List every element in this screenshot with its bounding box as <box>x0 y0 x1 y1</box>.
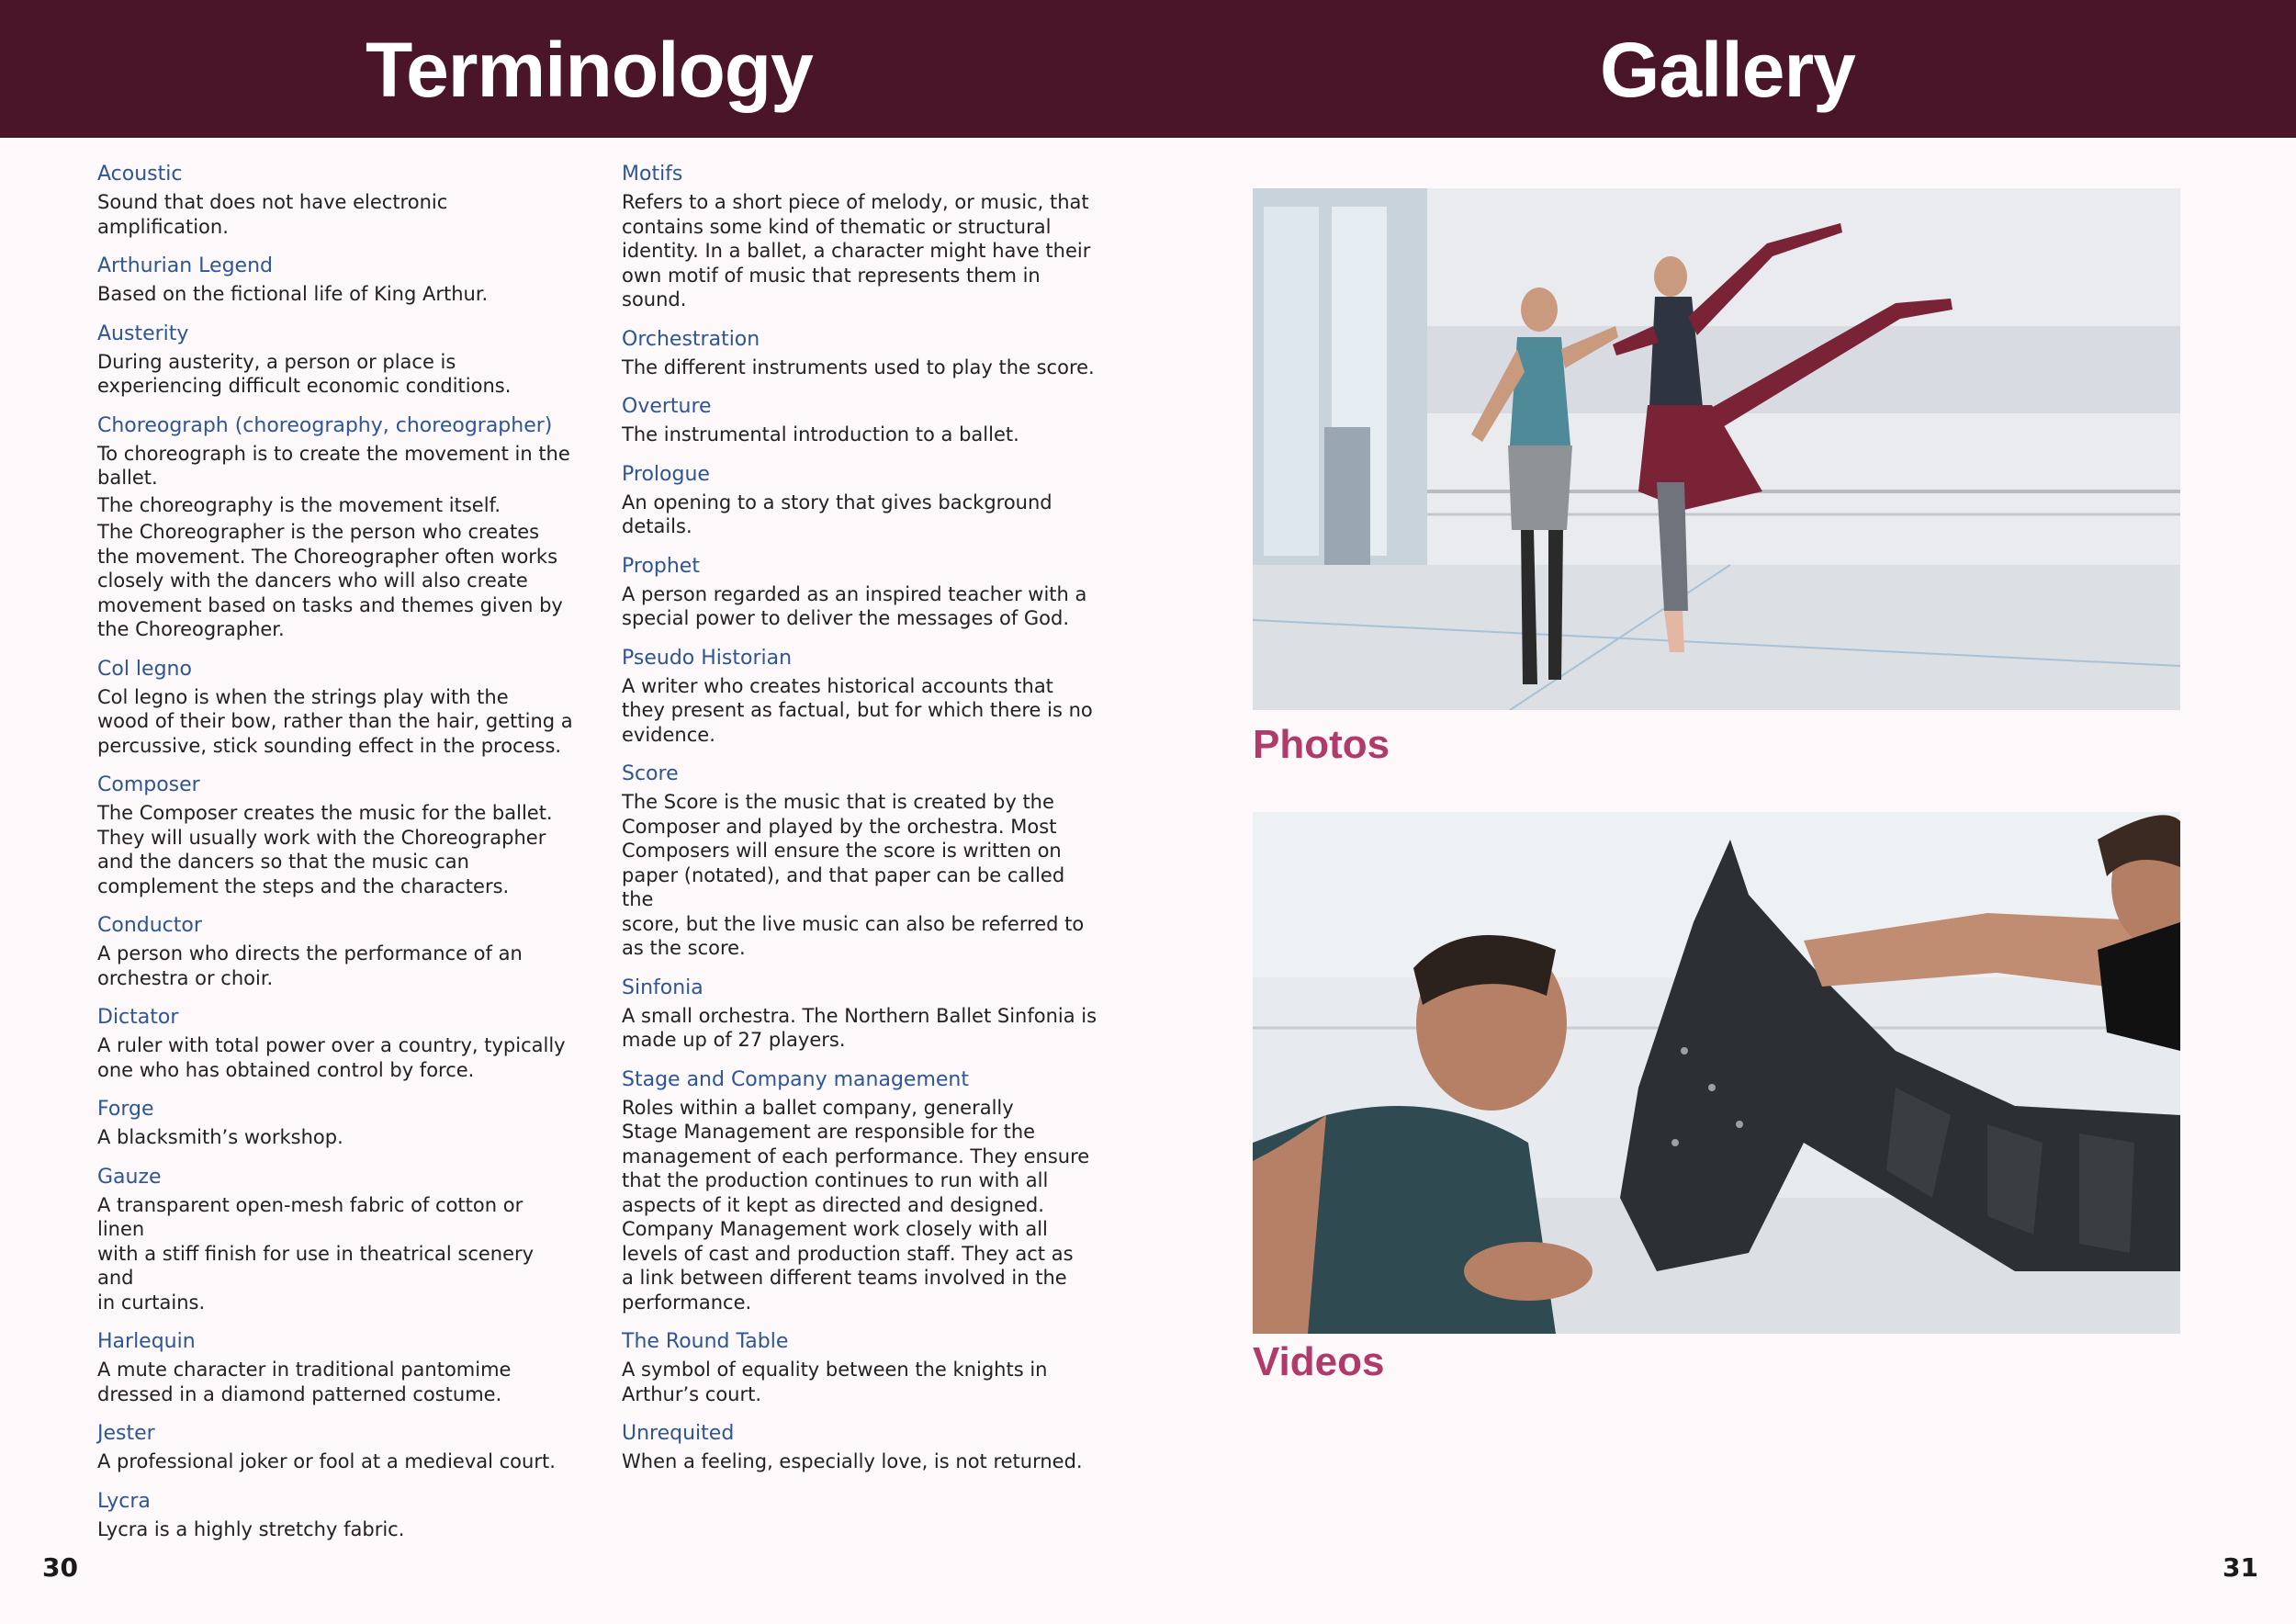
glossary-definition: The Choreographer is the person who creates the movement. The Choreographer often works closely with the dancers who will also create movement based on tasks and themes given by the Choreographer. <box>97 521 563 640</box>
glossary-definition: A transparent open-mesh fabric of cotton or linen with a stiff finish for use in theatrical scenery and in curtains. <box>97 1193 535 1314</box>
glossary-entry <box>97 1419 575 1474</box>
glossary-term: Austerity <box>97 321 189 345</box>
terminology-title: Terminology <box>366 27 813 113</box>
glossary-definition: A professional joker or fool at a medieval court. <box>97 1450 556 1472</box>
glossary-entry <box>97 1487 575 1542</box>
glossary-entry <box>622 1066 1099 1315</box>
glossary-term: Col legno <box>97 657 192 681</box>
glossary-definition: Lycra is a highly stretchy fabric. <box>97 1517 405 1540</box>
glossary-entry <box>622 974 1099 1053</box>
glossary-definition: A person regarded as an inspired teacher with a special power to deliver the messages of God. <box>622 582 1087 629</box>
glossary-entry <box>97 160 575 239</box>
glossary-term: Harlequin <box>97 1330 196 1353</box>
glossary-definition: The Score is the music that is created by the Composer and played by the orchestra. Most Composers will ensure the score is written on paper (notated), and that paper can be called the score, but the live music can also be referred to as the score. <box>622 791 1085 959</box>
glossary-term: Sinfonia <box>622 976 703 999</box>
glossary-entry <box>97 412 575 642</box>
glossary-definition: The different instruments used to play the score. <box>622 355 1095 378</box>
glossary-term: Unrequited <box>622 1422 735 1445</box>
glossary-entry <box>622 1327 1099 1406</box>
glossary-term: Choreograph (choreography, choreographer) <box>97 413 553 437</box>
glossary-entry <box>622 392 1099 447</box>
glossary-term: Composer <box>97 773 200 796</box>
glossary-entry <box>622 325 1099 380</box>
glossary-entry <box>622 160 1099 312</box>
glossary-term: Prophet <box>622 554 700 578</box>
glossary-definition: During austerity, a person or place is experiencing difficult economic conditions. <box>97 350 512 397</box>
page-number-left: 30 <box>42 1552 78 1583</box>
gallery-photo-dancers[interactable] <box>1253 188 2180 710</box>
glossary-entry <box>97 655 575 759</box>
glossary-term: Lycra <box>97 1489 151 1513</box>
glossary-term: Prologue <box>622 462 710 486</box>
glossary-entry <box>622 552 1099 631</box>
glossary-definition: A blacksmith’s workshop. <box>97 1126 343 1148</box>
glossary-entry <box>97 1163 575 1315</box>
videos-label[interactable]: Videos <box>1253 1339 1385 1384</box>
glossary-definition: Roles within a ballet company, generally Stage Management are responsible for the management of each performance. They ensure that the production continues to run with all aspects of it kept as directed and designed. Company Management work closely with all levels of cast and production staff. They act as a link between different teams involved in the performance. <box>622 1096 1090 1314</box>
gallery-photo-horse-puppet[interactable] <box>1253 812 2180 1334</box>
glossary-entry <box>97 320 575 399</box>
glossary-term: Arthurian Legend <box>97 254 273 277</box>
glossary-definition: A mute character in traditional pantomime dressed in a diamond patterned costume. <box>97 1359 512 1405</box>
glossary-definition: An opening to a story that gives background details. <box>622 491 1052 537</box>
glossary-term: Forge <box>97 1098 154 1121</box>
glossary-term: Conductor <box>97 914 202 937</box>
glossary-entry <box>97 1003 575 1082</box>
glossary-term: Score <box>622 762 679 785</box>
glossary-term: Orchestration <box>622 327 760 351</box>
glossary-entry <box>97 911 575 990</box>
glossary-entry <box>622 460 1099 539</box>
glossary-term: Pseudo Historian <box>622 646 793 670</box>
glossary-definition: The instrumental introduction to a ballet. <box>622 423 1019 445</box>
glossary-definition: A symbol of equality between the knights in Arthur’s court. <box>622 1359 1048 1405</box>
glossary-definition: A small orchestra. The Northern Ballet Sinfonia is made up of 27 players. <box>622 1004 1097 1051</box>
glossary-definition: Based on the fictional life of King Arthur. <box>97 283 489 305</box>
glossary-term: Overture <box>622 395 712 418</box>
glossary-entry <box>97 252 575 307</box>
gallery-title: Gallery <box>1600 27 1855 113</box>
glossary-term: The Round Table <box>622 1330 789 1353</box>
glossary-term: Dictator <box>97 1006 179 1029</box>
glossary-entry <box>97 1327 575 1406</box>
glossary-definition: The Composer creates the music for the ballet. They will usually work with the Choreographer and the dancers so that the music can complement the steps and the characters. <box>97 802 553 897</box>
glossary-definition: Sound that does not have electronic amplification. <box>97 191 448 238</box>
glossary-term: Gauze <box>97 1165 162 1189</box>
glossary-entry <box>97 1095 575 1150</box>
glossary-entry <box>97 771 575 898</box>
glossary-definition: To choreograph is to create the movement in the ballet. <box>97 442 570 489</box>
photos-label[interactable]: Photos <box>1253 722 1390 767</box>
horse-puppet-photo-image <box>1253 812 2180 1334</box>
dancers-photo-image <box>1253 188 2180 710</box>
glossary-definition: When a feeling, especially love, is not returned. <box>622 1450 1083 1472</box>
glossary-definition: A person who directs the performance of an orchestra or choir. <box>97 942 523 989</box>
glossary-definition: Col legno is when the strings play with the wood of their bow, rather than the hair, getting a percussive, stick sounding effect in the process. <box>97 685 573 757</box>
glossary-definition: Refers to a short piece of melody, or music, that contains some kind of thematic or structural identity. In a ballet, a character might have their own motif of music that represents them in sound. <box>622 191 1091 310</box>
glossary-entry <box>622 760 1099 961</box>
glossary-term: Stage and Company management <box>622 1067 969 1091</box>
glossary-definition: A writer who creates historical accounts that they present as factual, but for which there is no evidence. <box>622 674 1093 746</box>
glossary-term: Jester <box>97 1422 155 1445</box>
terminology-column-1 <box>97 160 575 1554</box>
glossary-term: Acoustic <box>97 163 183 186</box>
glossary-term: Motifs <box>622 163 683 186</box>
glossary-entry <box>622 644 1099 748</box>
page-number-right: 31 <box>2223 1552 2258 1583</box>
glossary-definition: A ruler with total power over a country, typically one who has obtained control by force. <box>97 1034 566 1081</box>
glossary-entry <box>622 1419 1099 1474</box>
glossary-definition: The choreography is the movement itself. <box>97 493 501 516</box>
header-bar <box>0 0 2296 138</box>
terminology-column-2 <box>622 160 1099 1487</box>
